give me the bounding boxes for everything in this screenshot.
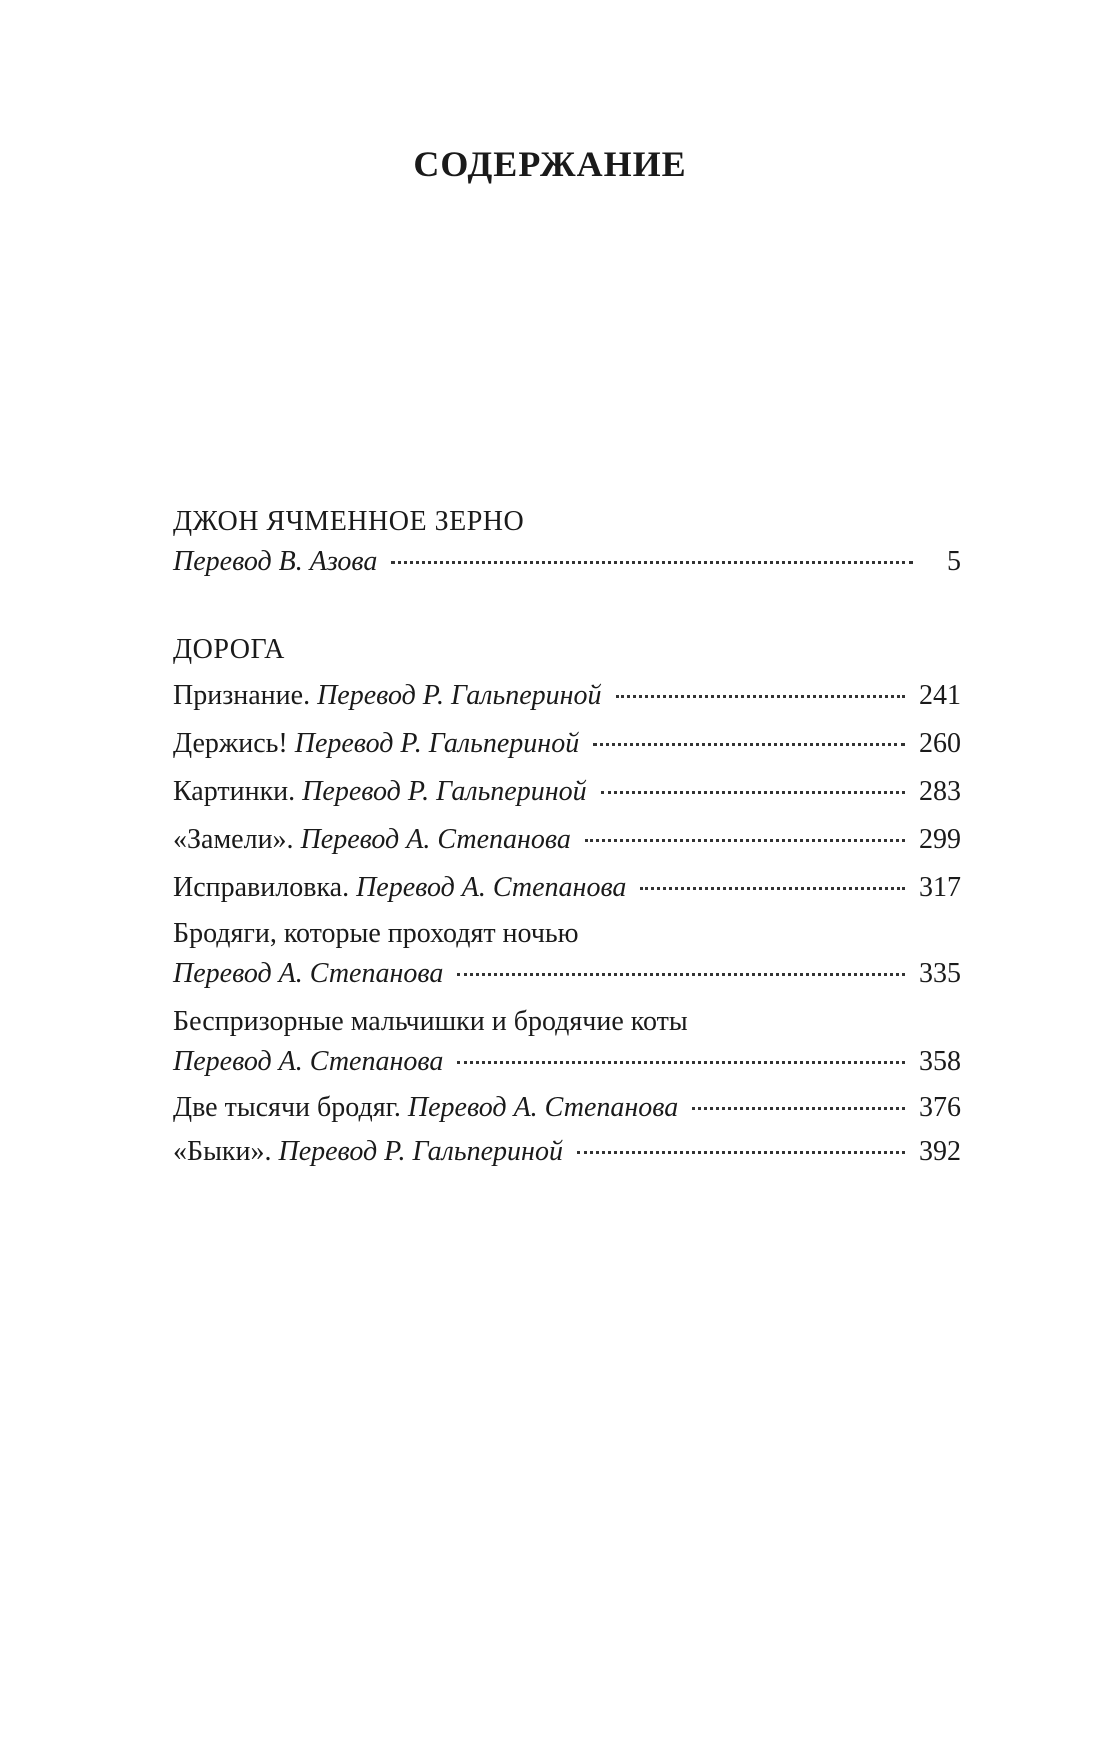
page-number: 283 — [919, 776, 961, 807]
toc-entry — [173, 1132, 961, 1172]
page-title: СОДЕРЖАНИЕ — [413, 144, 687, 184]
entry-title: Две тысячи бродяг. — [173, 1092, 401, 1123]
entry-translator: Перевод А. Степанова — [407, 1092, 679, 1123]
toc-entry — [173, 1088, 961, 1128]
page-number: 299 — [919, 824, 961, 855]
section-title: ДОРОГА — [173, 634, 285, 665]
entry-translator: Перевод Р. Гальпериной — [317, 680, 602, 711]
dot-leader — [577, 1151, 905, 1154]
dot-leader — [585, 839, 905, 842]
toc-entry — [173, 676, 961, 716]
entry-title: «Замели». — [173, 824, 294, 855]
section-title: ДЖОН ЯЧМЕННОЕ ЗЕРНО — [173, 506, 525, 537]
dot-leader — [457, 1061, 905, 1064]
toc-entry — [173, 914, 961, 994]
entry-translator: Перевод Р. Гальпериной — [294, 728, 580, 759]
dot-leader — [593, 743, 905, 746]
page-number: 5 — [947, 546, 961, 577]
entry-title: Признание. — [173, 680, 311, 711]
entry-translator: Перевод А. Степанова — [356, 872, 627, 903]
toc-entry — [173, 724, 961, 764]
dot-leader — [601, 791, 905, 794]
entry-title: Картинки. — [173, 776, 296, 807]
entry-title: «Быки». — [173, 1136, 272, 1167]
entry-title: Держись! — [173, 728, 288, 759]
page-number: 376 — [919, 1092, 961, 1123]
toc-entry — [173, 868, 961, 908]
entry-title: Исправиловка. — [173, 872, 350, 903]
page-number: 392 — [919, 1136, 961, 1167]
dot-leader — [391, 561, 913, 564]
dot-leader — [692, 1107, 905, 1110]
page-number: 241 — [919, 680, 961, 711]
dot-leader — [616, 695, 905, 698]
page-number: 358 — [919, 1046, 961, 1077]
entry-translator: Перевод Р. Гальпериной — [278, 1136, 563, 1167]
entry-translator: Перевод В. Азова — [173, 546, 378, 577]
entry-translator: Перевод А. Степанова — [173, 1046, 444, 1077]
toc-entry — [173, 772, 961, 812]
entry-title: Бродяги, которые проходят ночью — [173, 918, 579, 949]
page-number: 335 — [919, 958, 961, 989]
entry-translator: Перевод А. Степанова — [300, 824, 571, 855]
toc-entry — [173, 820, 961, 860]
table-of-contents — [173, 502, 961, 1172]
page-number: 317 — [919, 872, 961, 903]
entry-translator: Перевод А. Степанова — [173, 958, 444, 989]
toc-entry — [173, 542, 961, 582]
toc-entry — [173, 1002, 961, 1082]
dot-leader — [640, 887, 905, 890]
entry-title: Беспризорные мальчишки и бродячие коты — [173, 1006, 688, 1037]
dot-leader — [457, 973, 905, 976]
page-number: 260 — [919, 728, 961, 759]
entry-translator: Перевод Р. Гальпериной — [302, 776, 587, 807]
